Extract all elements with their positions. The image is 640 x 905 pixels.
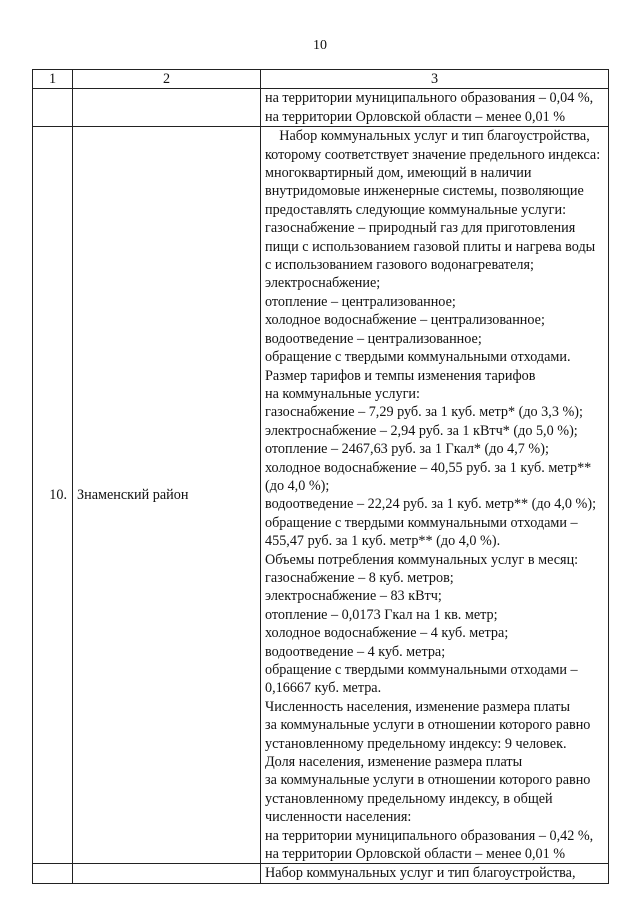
text-line: газоснабжение – 7,29 руб. за 1 куб. метр* (до 3,3 %);	[265, 404, 583, 421]
text-line: газоснабжение – природный газ для приготовления	[265, 220, 576, 237]
text-line: установленному предельному индексу: 9 человек.	[265, 735, 567, 752]
text-line: 455,47 руб. за 1 куб. метр** (до 4,0 %).	[265, 533, 501, 550]
continuation-district-cell	[73, 89, 261, 127]
text-line: отопление – 0,0173 Гкал на 1 кв. метр;	[265, 606, 498, 623]
text-line: (до 4,0 %);	[265, 477, 330, 494]
column-header-3: 3	[261, 70, 609, 89]
text-line: 0,16667 куб. метра.	[265, 680, 382, 697]
text-line: на территории муниципального образования – 0,42 %,	[265, 827, 594, 844]
text-line: Численность населения, изменение размера платы	[265, 698, 571, 715]
text-line: с использованием газового водонагревателя;	[265, 257, 534, 274]
text-line: Объемы потребления коммунальных услуг в месяц:	[265, 551, 579, 568]
text-line: пищи с использованием газовой плиты и нагрева воды	[265, 238, 596, 255]
continuation-number-cell	[33, 89, 73, 127]
text-line: холодное водоснабжение – централизованное;	[265, 312, 545, 329]
table-row	[33, 127, 609, 864]
text-line: установленному предельному индексу, в общей	[265, 790, 553, 807]
text-line: Доля населения, изменение размера платы	[265, 754, 523, 771]
text-line: электроснабжение;	[265, 275, 381, 292]
continuation-text-cell	[261, 89, 609, 127]
text-line: Набор коммунальных услуг и тип благоустройства,	[265, 865, 576, 882]
text-line: внутридомовые инженерные системы, позволяющие	[265, 183, 584, 200]
text-line: обращение с твердыми коммунальными отходами –	[265, 662, 578, 678]
text-line: водоотведение – 22,24 руб. за 1 куб. метр** (до 4,0 %);	[265, 496, 597, 513]
text-line: которому соответствует значение предельного индекса:	[265, 146, 601, 163]
table-header-row	[33, 70, 609, 89]
text-line: на коммунальные услуги:	[265, 385, 420, 402]
text-line: отопление – 2467,63 руб. за 1 Гкал* (до 4,7 %);	[265, 441, 549, 458]
trailing-row	[33, 864, 609, 883]
district-name: Знаменский район	[73, 127, 261, 864]
text-line: холодное водоснабжение – 40,55 руб. за 1 куб. метр**	[265, 459, 592, 476]
text-line: электроснабжение – 83 кВтч;	[265, 588, 442, 605]
text-line: газоснабжение – 8 куб. метров;	[265, 569, 454, 586]
column-header-2: 2	[73, 70, 261, 89]
text-line: водоотведение – 4 куб. метра;	[265, 643, 446, 660]
text-line: на территории Орловской области – менее 0,01 %	[265, 108, 566, 125]
text-line: холодное водоснабжение – 4 куб. метра;	[265, 625, 509, 642]
text-line: обращение с твердыми коммунальными отходами.	[265, 349, 571, 366]
indicator-text-cell	[261, 127, 609, 864]
text-line: многоквартирный дом, имеющий в наличии	[265, 165, 532, 182]
text-line: обращение с твердыми коммунальными отходами –	[265, 514, 578, 531]
trailing-number-cell	[33, 864, 73, 883]
text-line: отопление – централизованное;	[265, 293, 456, 310]
column-header-1: 1	[33, 70, 73, 89]
text-line: на территории муниципального образования – 0,04 %,	[265, 90, 594, 107]
text-line: за коммунальные услуги в отношении которого равно	[265, 772, 591, 789]
text-line: Набор коммунальных услуг и тип благоустройства,	[279, 128, 590, 145]
trailing-text-cell	[261, 864, 609, 883]
text-line: на территории Орловской области – менее 0,01 %	[265, 846, 566, 863]
text-line: численности населения:	[265, 809, 412, 826]
text-line: водоотведение – централизованное;	[265, 330, 482, 347]
row-number: 10.	[33, 127, 73, 864]
tariff-table	[32, 69, 609, 884]
trailing-district-cell	[73, 864, 261, 883]
text-line: предоставлять следующие коммунальные услуги:	[265, 201, 567, 218]
text-line: электроснабжение – 2,94 руб. за 1 кВтч* (до 5,0 %);	[265, 422, 578, 439]
continuation-row	[33, 89, 609, 127]
text-line: за коммунальные услуги в отношении которого равно	[265, 717, 591, 734]
text-line: Размер тарифов и темпы изменения тарифов	[265, 367, 536, 384]
page-number: 10	[313, 38, 327, 53]
